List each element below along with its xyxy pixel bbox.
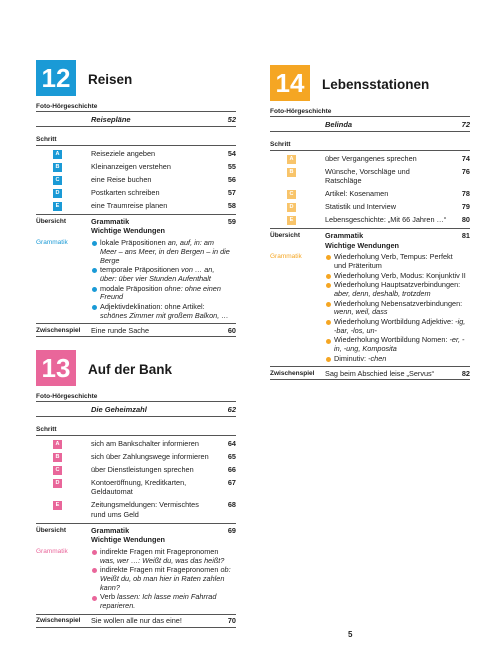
schritt-text: sich am Bankschalter informieren	[91, 439, 199, 448]
schritt-badge: E	[287, 216, 296, 225]
schritt-label: Schritt	[270, 141, 291, 148]
chapter-14	[270, 65, 470, 380]
schritt-badge: B	[53, 453, 62, 462]
grammatik-item	[91, 285, 232, 303]
grammatik-text: Wiederholung Wortbildung Adjektive:	[334, 316, 456, 326]
grammatik-example: an, auf, in: am Meer – ans Meer, in den Bergen – in die Berge	[100, 237, 230, 265]
schritt-badge: A	[53, 150, 62, 159]
grammatik-section	[36, 548, 236, 612]
grammatik-example: was, wer …: Weißt du, was das heißt?	[100, 555, 225, 565]
grammatik-example: ohne: ohne einen Freund	[100, 283, 221, 302]
bullet-dot	[326, 302, 331, 307]
chapter-header	[270, 65, 470, 105]
bullet-dot	[326, 320, 331, 325]
schritt-badge: D	[53, 189, 62, 198]
grammatik-text: indirekte Fragen mit Fragepronomen	[100, 565, 221, 575]
grammatik-item	[325, 281, 466, 299]
schritt-item[interactable]	[270, 189, 470, 198]
entry-page: 80	[461, 215, 470, 225]
grammatik-item	[91, 239, 232, 266]
bullet-dot	[326, 255, 331, 260]
schritt-text: Zeitungsmeldungen: Vermischtes rund ums Geld	[91, 500, 199, 519]
entry-page: 59	[227, 217, 236, 226]
entry-page: 66	[227, 465, 236, 474]
grammatik-list	[325, 253, 470, 364]
bullet-dot	[326, 274, 331, 279]
entry-page: 54	[227, 149, 236, 158]
schritt-text: über Dienstleistungen sprechen	[91, 465, 194, 474]
grammatik-item	[325, 253, 466, 271]
zwischenspiel-label: Zwischenspiel	[36, 617, 81, 625]
schritt-text: eine Reise buchen	[91, 175, 152, 184]
entry-title: Belinda	[325, 119, 353, 129]
schritt-badge: A	[53, 440, 62, 449]
schritt-item[interactable]	[36, 500, 236, 519]
entry-page: 76	[461, 167, 470, 176]
grammatik-item	[325, 355, 466, 364]
entry-title: Sag beim Abschied leise „Servus“	[325, 368, 435, 378]
schritt-item[interactable]	[36, 162, 236, 171]
schritt-item[interactable]	[36, 465, 236, 474]
uebersicht-line-1: Grammatik	[91, 525, 130, 535]
grammatik-text: Verb	[100, 592, 118, 602]
entry-page: 70	[227, 616, 236, 626]
foto-hoergeschichte-label: Foto-Hörgeschichte	[36, 393, 98, 400]
schritt-text: Postkarten schreiben	[91, 188, 160, 197]
zwischenspiel-label: Zwischenspiel	[270, 369, 315, 377]
zwischenspiel-entry[interactable]	[270, 367, 470, 379]
entry-page: 69	[227, 525, 236, 535]
entry-page: 78	[461, 189, 470, 199]
grammatik-item	[325, 336, 466, 354]
bullet-dot	[92, 550, 97, 555]
schritt-badge: C	[287, 190, 296, 199]
grammatik-example: -ig, -bar, -los, un-	[334, 316, 466, 335]
schritt-badge: E	[53, 202, 62, 211]
bullet-dot	[92, 268, 97, 273]
grammatik-item	[325, 300, 466, 318]
entry-page: 55	[227, 162, 236, 171]
grammatik-example: von … an, über: über vier Stunden Aufenthalt	[100, 265, 215, 284]
grammatik-example: lassen: Ich lasse mein Fahrrad reparieren.	[100, 592, 217, 611]
grammatik-text: Wiederholung Nebensatzverbindungen:	[334, 298, 463, 308]
schritt-text: Reiseziele angeben	[91, 149, 156, 158]
schritt-text: eine Traumreise planen	[91, 201, 168, 210]
zwischenspiel-entry[interactable]	[36, 324, 236, 336]
schritt-item[interactable]	[36, 201, 236, 210]
grammatik-text: Wiederholung Verb, Modus: Konjunktiv II	[334, 270, 466, 280]
schritt-item[interactable]	[36, 188, 236, 197]
uebersicht-line-2: Wichtige Wendungen	[91, 226, 165, 236]
entry-title: Eine runde Sache	[91, 325, 150, 335]
grammatik-item	[91, 303, 232, 321]
uebersicht-label: Übersicht	[36, 218, 66, 225]
schritt-item[interactable]	[36, 478, 236, 497]
grammatik-text: modale Präposition	[100, 283, 165, 293]
chapter-number: 14	[270, 65, 310, 101]
schritt-text: Lebensgeschichte: „Mit 66 Jahren …“	[325, 215, 447, 225]
schritt-badge: A	[287, 155, 296, 164]
chapter-title: Reisen	[88, 72, 133, 87]
entry-page: 64	[227, 439, 236, 448]
bullet-dot	[92, 287, 97, 292]
zwischenspiel-entry[interactable]	[36, 615, 236, 627]
chapter-number: 12	[36, 60, 76, 96]
entry-page: 74	[461, 154, 470, 163]
foto-hoergeschichte-entry[interactable]	[270, 117, 470, 131]
chapter-title: Lebensstationen	[322, 77, 430, 92]
schritt-text: Artikel: Kosenamen	[325, 189, 389, 199]
foto-hoergeschichte-label: Foto-Hörgeschichte	[36, 103, 98, 110]
entry-page: 67	[227, 478, 236, 487]
uebersicht-label: Übersicht	[36, 526, 66, 534]
grammatik-example: ob: Weißt du, ob man hier in Raten zahlen kann?	[100, 565, 231, 592]
schritt-badge: C	[53, 176, 62, 185]
schritt-badge: E	[53, 501, 62, 510]
chapter-header	[36, 60, 236, 100]
bullet-dot	[92, 568, 97, 573]
entry-page: 52	[227, 114, 236, 124]
grammatik-label: Grammatik	[36, 547, 68, 555]
uebersicht-line-1: Grammatik	[91, 217, 130, 226]
schritt-text: Statistik und Interview	[325, 202, 396, 212]
bullet-dot	[326, 339, 331, 344]
foto-hoergeschichte-entry[interactable]	[36, 402, 236, 416]
chapter-header	[36, 350, 236, 390]
uebersicht-line-2: Wichtige Wendungen	[325, 240, 399, 250]
schritt-item[interactable]	[270, 202, 470, 211]
uebersicht-label: Übersicht	[270, 232, 300, 240]
grammatik-text: lokale Präpositionen	[100, 237, 168, 247]
entry-page: 60	[227, 325, 236, 335]
page-number: 5	[348, 630, 353, 639]
grammatik-item	[91, 266, 232, 284]
uebersicht-entry[interactable]	[270, 231, 470, 250]
entry-page: 58	[227, 201, 236, 210]
schritt-text: Wünsche, Vorschläge und Ratschläge	[325, 167, 410, 186]
bullet-dot	[92, 305, 97, 310]
chapter-13	[36, 350, 236, 628]
bullet-dot	[326, 283, 331, 288]
chapter-12	[36, 60, 236, 337]
entry-page: 62	[227, 404, 236, 414]
foto-hoergeschichte-entry[interactable]	[36, 112, 236, 126]
uebersicht-entry[interactable]	[36, 217, 236, 236]
entry-page: 79	[461, 202, 470, 212]
schritt-item[interactable]	[270, 154, 470, 163]
schritt-item[interactable]	[270, 167, 470, 186]
schritt-text: über Vergangenes sprechen	[325, 154, 417, 163]
schritt-badge: D	[53, 479, 62, 488]
grammatik-text: Wiederholung Hauptsatzverbindungen:	[334, 280, 461, 290]
grammatik-section	[270, 253, 470, 364]
entry-title: Die Geheimzahl	[91, 404, 147, 414]
entry-page: 82	[461, 368, 470, 378]
entry-page: 56	[227, 175, 236, 184]
entry-title: Reisepläne	[91, 114, 131, 124]
grammatik-list	[91, 239, 236, 322]
grammatik-text: Wiederholung Wortbildung Nomen:	[334, 335, 450, 345]
grammatik-example: wenn, weil, dass	[334, 307, 388, 317]
entry-title: Sie wollen alle nur das eine!	[91, 616, 182, 626]
schritt-text: Kleinanzeigen verstehen	[91, 162, 171, 171]
schritt-label: Schritt	[36, 426, 57, 433]
grammatik-text: Adjektivdeklination: ohne Artikel:	[100, 301, 205, 311]
bullet-dot	[92, 596, 97, 601]
grammatik-example: aber, denn, deshalb, trotzdem	[334, 289, 431, 299]
uebersicht-entry[interactable]	[36, 526, 236, 545]
schritt-label: Schritt	[36, 136, 57, 143]
chapter-title: Auf der Bank	[88, 362, 173, 377]
bullet-dot	[92, 241, 97, 246]
entry-page: 57	[227, 188, 236, 197]
entry-page: 68	[227, 500, 236, 510]
entry-page: 72	[461, 119, 470, 129]
schritt-text: sich über Zahlungswege informieren	[91, 452, 209, 461]
grammatik-label: Grammatik	[270, 253, 302, 261]
entry-page: 65	[227, 452, 236, 461]
grammatik-text: Diminutiv:	[334, 353, 369, 363]
schritt-badge: C	[53, 466, 62, 475]
grammatik-item	[91, 593, 232, 611]
schritt-badge: B	[287, 168, 296, 177]
uebersicht-line-1: Grammatik	[325, 231, 364, 241]
grammatik-item	[325, 318, 466, 336]
grammatik-item	[91, 548, 232, 566]
grammatik-item	[91, 566, 232, 593]
entry-page: 81	[461, 231, 470, 241]
grammatik-example: -chen	[368, 353, 387, 363]
schritt-badge: D	[287, 203, 296, 212]
grammatik-list	[91, 548, 236, 612]
schritt-item[interactable]	[270, 215, 470, 224]
schritt-item[interactable]	[36, 452, 236, 461]
uebersicht-line-2: Wichtige Wendungen	[91, 535, 165, 545]
schritt-item[interactable]	[36, 175, 236, 184]
schritt-item[interactable]	[36, 439, 236, 448]
bullet-dot	[326, 357, 331, 362]
chapter-number: 13	[36, 350, 76, 386]
grammatik-text: indirekte Fragen mit Fragepronomen	[100, 546, 219, 556]
grammatik-text: Wiederholung Verb, Tempus: Perfekt und Präteritum	[334, 252, 453, 271]
schritt-item[interactable]	[36, 149, 236, 158]
grammatik-section	[36, 239, 236, 322]
schritt-badge: B	[53, 163, 62, 172]
grammatik-example: -er, -in, -ung, Komposita	[334, 335, 465, 354]
grammatik-text: temporale Präpositionen	[100, 265, 182, 275]
zwischenspiel-label: Zwischenspiel	[36, 326, 81, 334]
grammatik-example: schönes Zimmer mit großem Balkon, …	[100, 310, 229, 320]
foto-hoergeschichte-label: Foto-Hörgeschichte	[270, 108, 332, 115]
grammatik-label: Grammatik	[36, 238, 68, 246]
schritt-text: Kontoeröffnung, Kreditkarten, Geldautomat	[91, 478, 187, 497]
